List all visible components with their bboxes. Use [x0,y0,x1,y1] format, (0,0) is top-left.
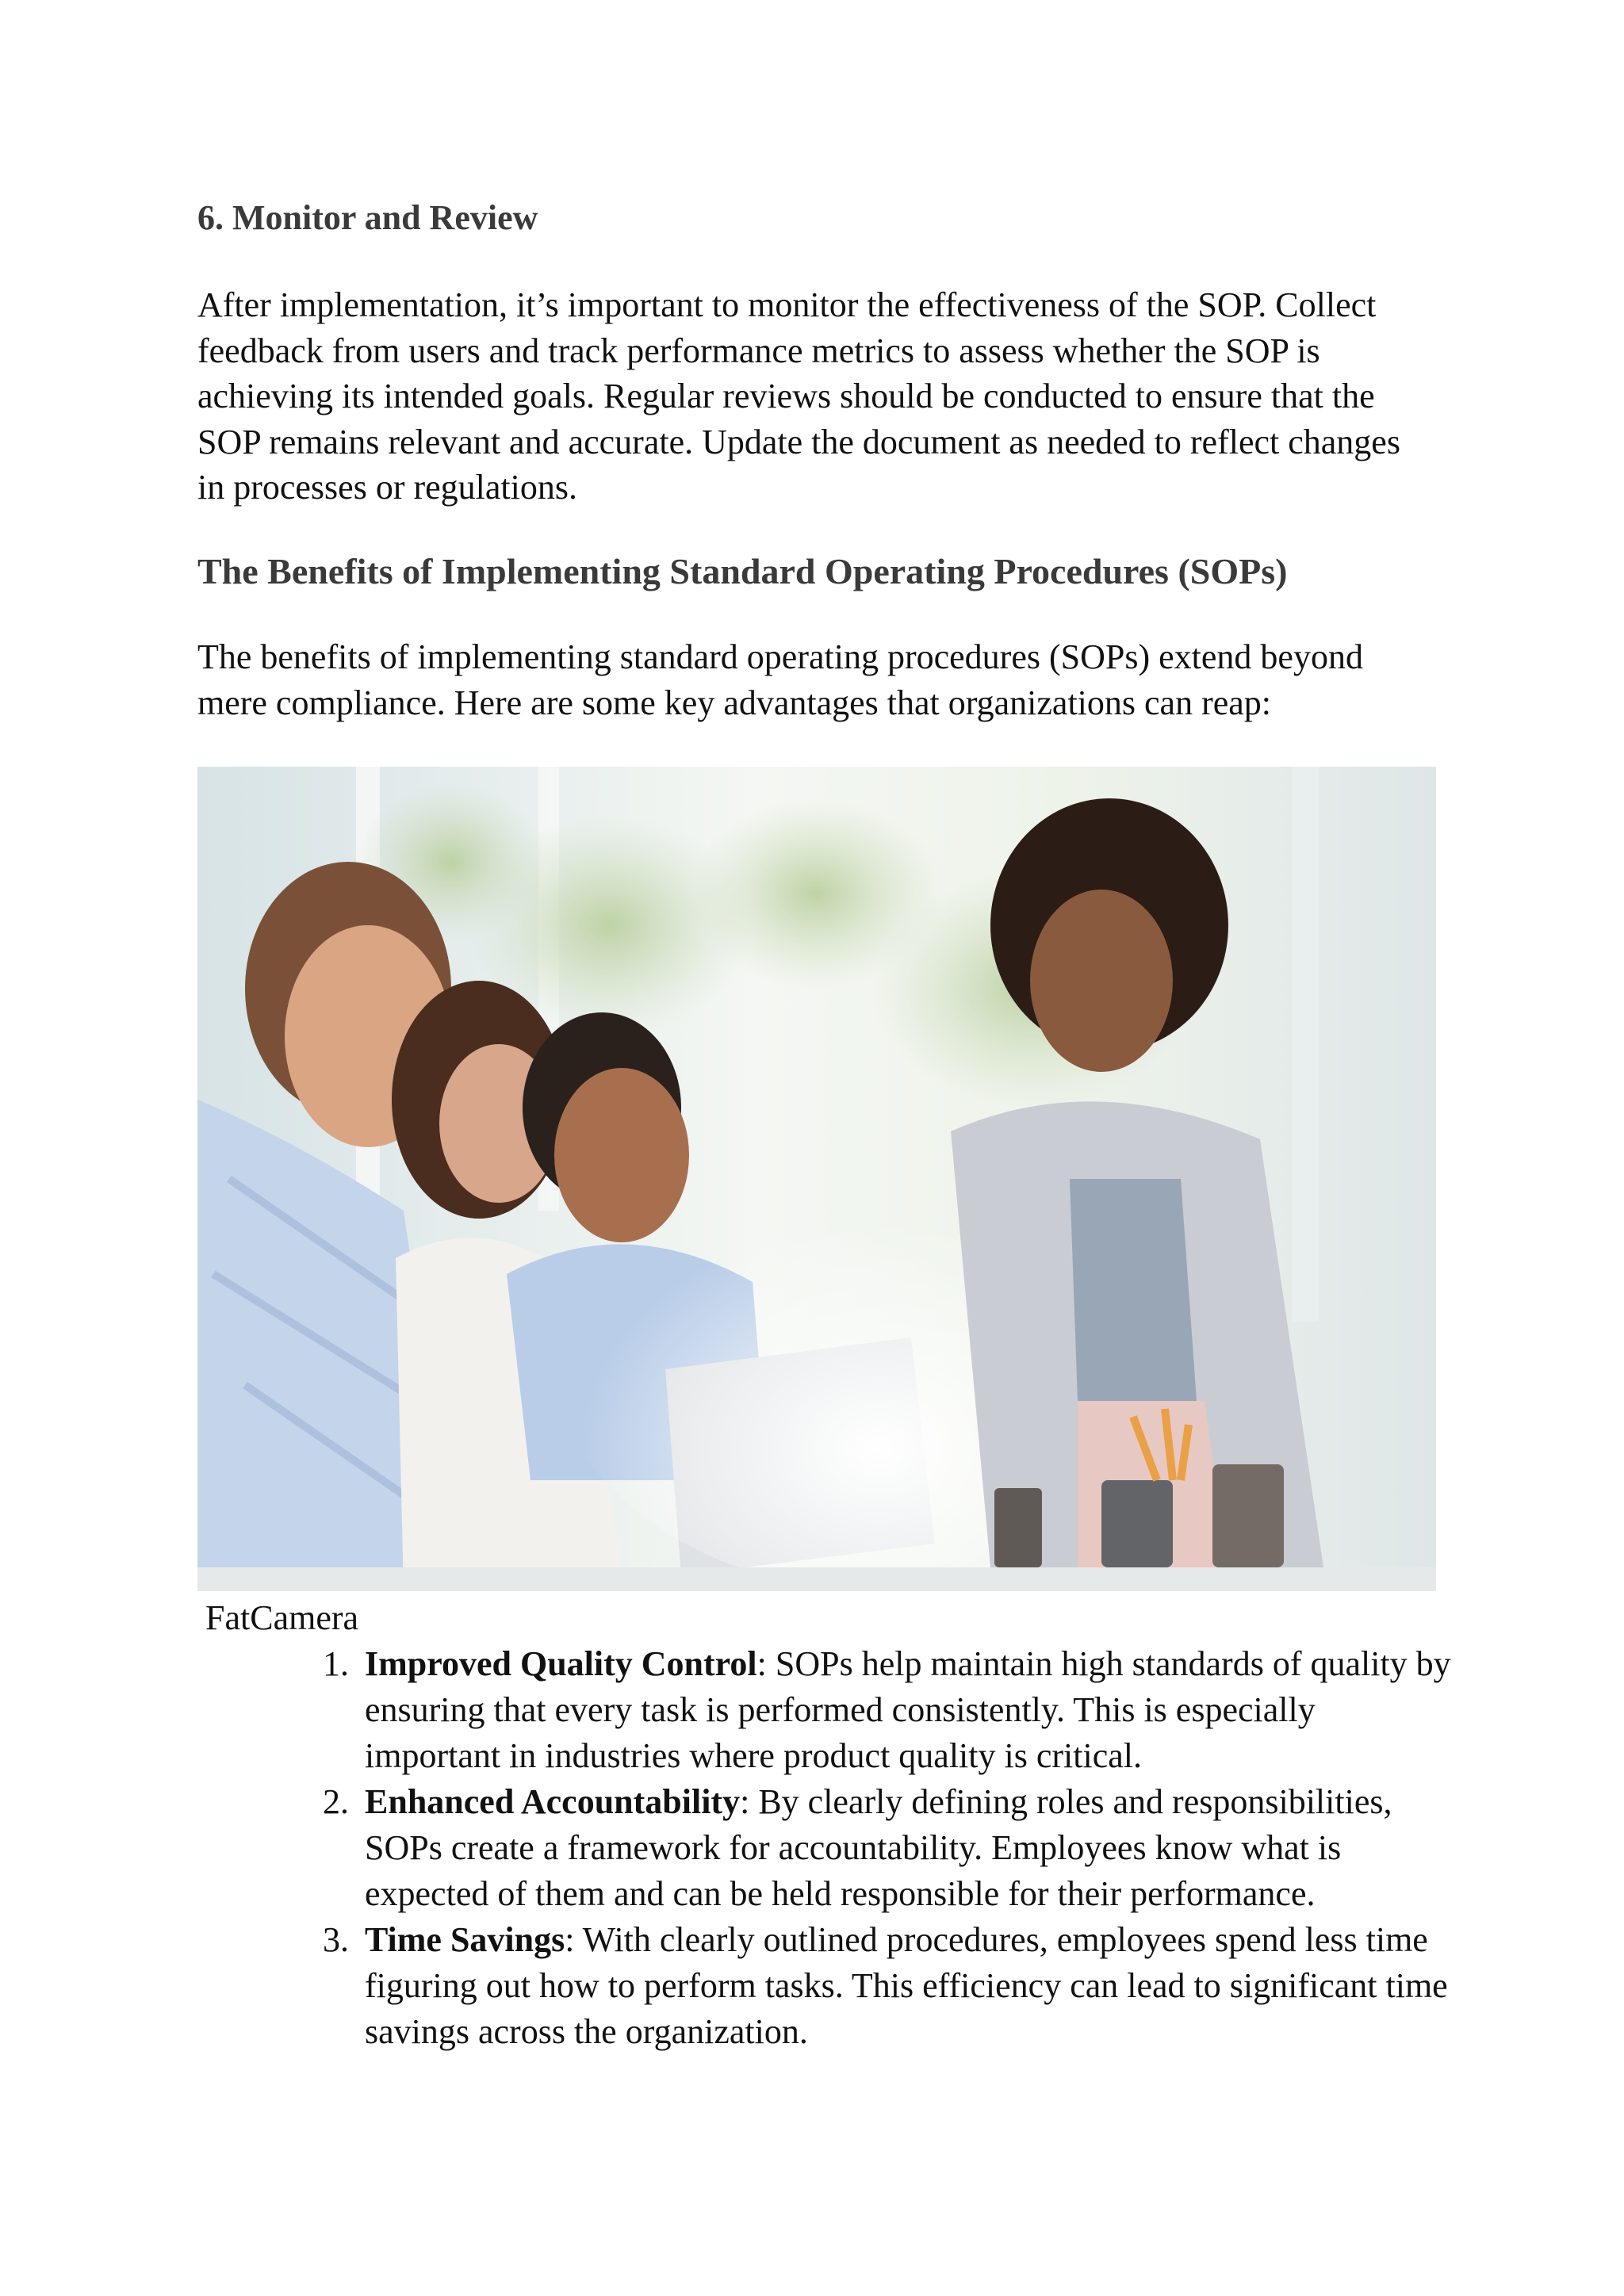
list-number: 3. [323,1920,349,1959]
benefits-list [309,1641,1451,2055]
benefits-intro: The benefits of implementing standard operating procedures (SOPs) extend beyond mere compliance. Here are some key advantages that organizations can reap: [197,637,1363,722]
benefit-text: : By clearly defining roles and responsibilities, SOPs create a framework for accountability. Employees know what is expected of them and can be held responsible for their performance. [365,1782,1392,1913]
list-number: 1. [323,1644,349,1683]
team-meeting-photo [197,767,1436,1591]
benefit-text: : With clearly outlined procedures, employees spend less time figuring out how to perform tasks. This efficiency can lead to significant time savings across the organization. [365,1920,1448,2051]
benefit-title: Enhanced Accountability [365,1782,741,1821]
photo-credit: FatCamera [205,1598,359,1637]
section-paragraph: After implementation, it’s important to monitor the effectiveness of the SOP. Collect feedback from users and track performance metrics to assess whether the SOP is achieving its intended goals. Regular reviews should be conducted to ensure that the SOP remains relevant and accurate. Update the document as needed to reflect changes in processes or regulations. [197,285,1400,507]
list-item [309,1641,1451,1779]
benefit-title: Improved Quality Control [365,1644,757,1683]
benefit-title: Time Savings [365,1920,565,1959]
list-item [309,1917,1451,2055]
benefits-heading: The Benefits of Implementing Standard Operating Procedures (SOPs) [197,551,1288,591]
benefit-text: : SOPs help maintain high standards of quality by ensuring that every task is performed consistently. This is especially important in industries where product quality is critical. [365,1644,1451,1775]
list-item [309,1779,1451,1917]
section-heading: 6. Monitor and Review [197,198,538,237]
list-number: 2. [323,1782,349,1821]
